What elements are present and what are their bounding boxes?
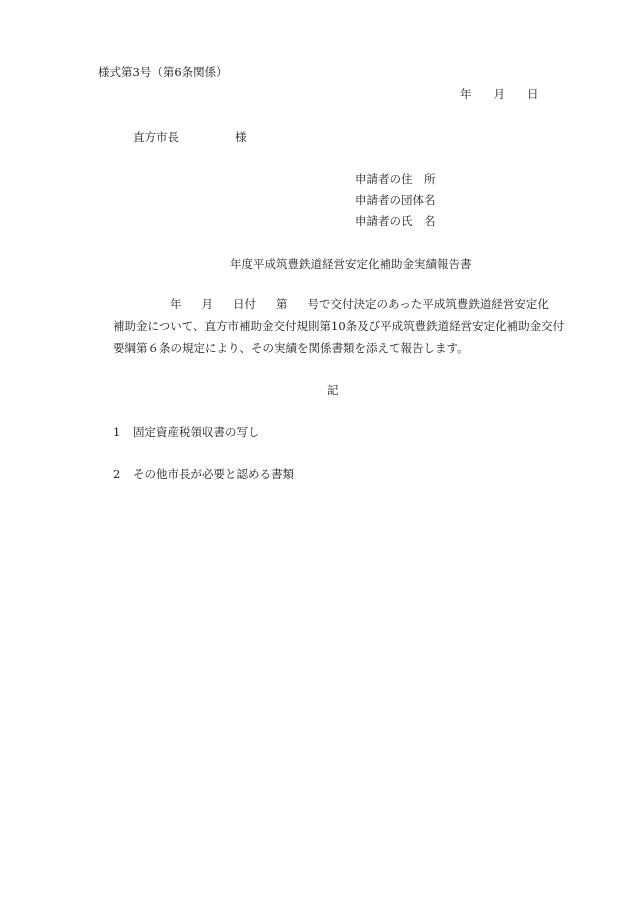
applicant-address-label: 申請者の住 所 (355, 172, 436, 186)
body-day: 日付 (233, 297, 256, 311)
body-year: 年 (170, 297, 182, 311)
list-item-text: その他市長が必要と認める書類 (133, 467, 294, 481)
applicant-name-label: 申請者の氏 名 (355, 214, 436, 228)
list-item (113, 469, 294, 481)
list-item-text: 固定資産税領収書の写し (133, 425, 260, 439)
body-dai: 第 (276, 297, 288, 311)
addressee (133, 132, 247, 144)
ki-heading: 記 (327, 383, 339, 397)
date-line (460, 89, 539, 101)
body-line-1-rest: 号で交付決定のあった平成筑豊鉄道経営安定化 (307, 297, 549, 311)
body-line-2: 補助金について、直方市補助金交付規則第10条及び平成筑豊鉄道経営安定化補助金交付 (113, 319, 565, 333)
list-item-number: 1 (113, 425, 121, 439)
date-month-label: 月 (493, 87, 505, 101)
addressee-honorific: 様 (235, 130, 247, 144)
document-title: 年度平成筑豊鉄道経営安定化補助金実績報告書 (230, 257, 472, 271)
list-item-number: 2 (113, 467, 121, 481)
body-month: 月 (201, 297, 213, 311)
body-line-1 (170, 299, 549, 311)
date-year-label: 年 (460, 87, 472, 101)
applicant-organization-label: 申請者の団体名 (355, 193, 436, 207)
date-day-label: 日 (527, 87, 539, 101)
form-number: 様式第3号（第6条関係） (98, 65, 228, 79)
body-line-3: 要綱第６条の規定により、その実績を関係書類を添えて報告します。 (113, 341, 469, 355)
list-item (113, 427, 260, 439)
addressee-name: 直方市長 (133, 130, 179, 144)
